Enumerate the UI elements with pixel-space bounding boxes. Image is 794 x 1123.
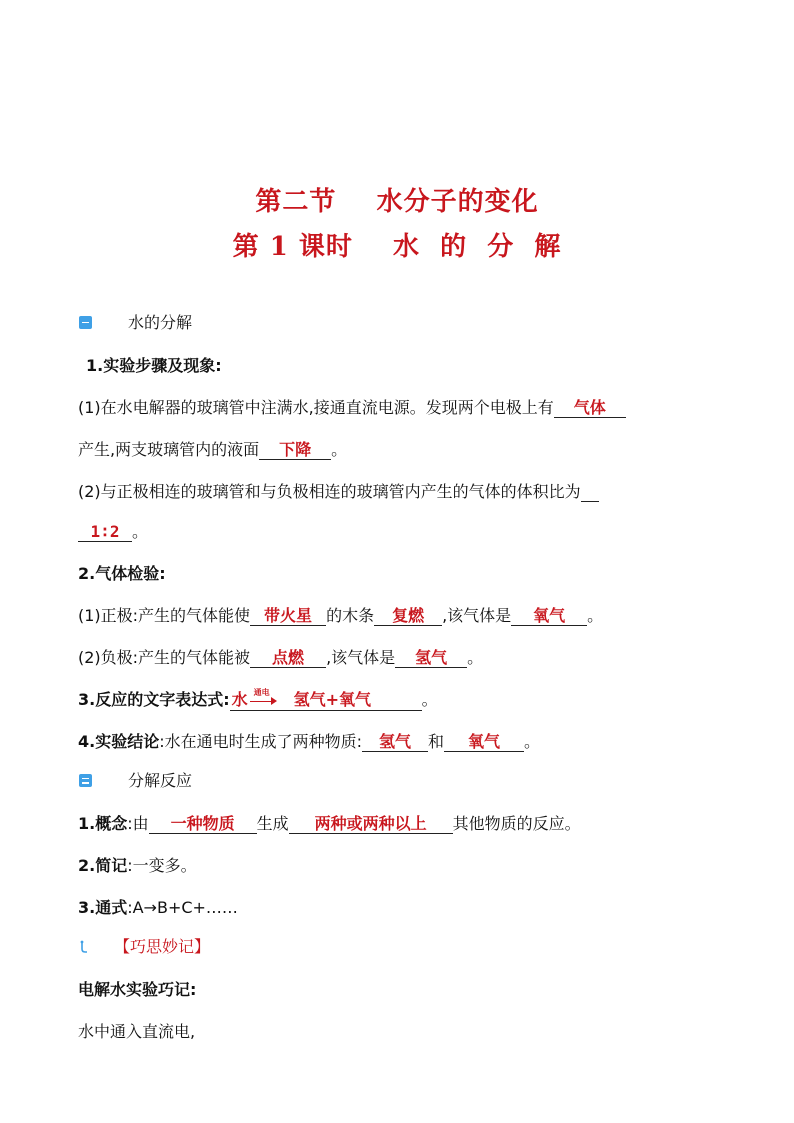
section-two-label: 分解反应 [128,771,193,790]
answer-blank: 下降 [259,441,331,460]
paragraph-2b [78,521,148,543]
shorthand-heading: 2.简记 [78,856,128,875]
section-two-icon [79,774,92,787]
equation-products: 氢气+氧气 [293,690,372,709]
and-text: 和 [428,732,445,751]
positive-electrode-line [78,605,603,627]
period: 。 [587,606,604,625]
concept-text: 其他物质的反应。 [452,814,581,833]
step4-heading: 4.实验结论 [78,732,160,751]
neg-text: ,该气体是 [326,648,396,667]
p1b-text: 产生,两支玻璃管内的液面 [78,440,260,459]
formula-heading: 3.通式 [78,898,128,917]
negative-electrode-line [78,647,483,669]
answer-blank: 氧气 [444,733,524,752]
step3-heading: 3.反应的文字表达式: [78,690,230,709]
answer-blank: 点燃 [250,649,326,668]
reaction-arrow-icon [248,687,278,710]
paragraph-1 [78,397,626,419]
answer-blank: 氧气 [511,607,587,626]
blank-continuation [581,483,599,502]
equation-reactant: 水 [231,690,248,709]
section-one-icon [79,316,92,329]
answer-blank: 氢气 [362,733,428,752]
concept-line [78,813,581,835]
answer-blank: 气体 [554,399,626,418]
paragraph-1b [78,439,347,461]
tip-label: 【巧思妙记】 [114,937,211,956]
bulb-icon [79,939,89,953]
period: 。 [132,522,149,541]
period: 。 [467,648,484,667]
step1-heading: 1.实验步骤及现象: [86,356,222,375]
answer-blank: 带火星 [250,607,326,626]
concept-heading: 1.概念 [78,814,128,833]
period: 。 [524,732,541,751]
tip-heading: 电解水实验巧记: [78,980,197,999]
answer-blank: 氢气 [395,649,467,668]
pos-text: (1)正极:产生的气体能使 [78,606,251,625]
paragraph-2 [78,481,599,503]
lesson-subtitle: 第 1 课时 水 的 分 解 [232,232,562,262]
step2-heading: 2.气体检验: [78,564,166,583]
word-equation-line [78,689,438,711]
section-one-label: 水的分解 [128,313,193,332]
pos-text: 的木条 [326,606,375,625]
shorthand-text: :一变多。 [127,856,197,875]
general-formula-line [78,897,238,919]
shorthand-line [78,855,197,877]
answer-blank: 复燃 [374,607,442,626]
concept-text: 生成 [256,814,289,833]
neg-text: (2)负极:产生的气体能被 [78,648,251,667]
answer-blank: 两种或两种以上 [289,815,453,834]
reaction-condition: 通电 [253,687,270,697]
tip-line-1: 水中通入直流电, [78,1022,196,1041]
answer-blank: 一种物质 [149,815,257,834]
period: 。 [421,690,438,709]
concept-text: :由 [127,814,149,833]
equation-blank [230,687,422,711]
period: 。 [331,440,348,459]
pos-text: ,该气体是 [442,606,512,625]
p2-text: (2)与正极相连的玻璃管和与负极相连的玻璃管内产生的气体的体积比为 [78,482,581,501]
conclusion-text: :水在通电时生成了两种物质: [159,732,363,751]
conclusion-line [78,731,540,753]
p1-text: (1)在水电解器的玻璃管中注满水,接通直流电源。发现两个电极上有 [78,398,554,417]
answer-blank: 1∶2 [78,523,132,542]
formula-text: :A→B+C+…… [127,898,238,917]
page-title: 第二节 水分子的变化 [255,187,539,217]
